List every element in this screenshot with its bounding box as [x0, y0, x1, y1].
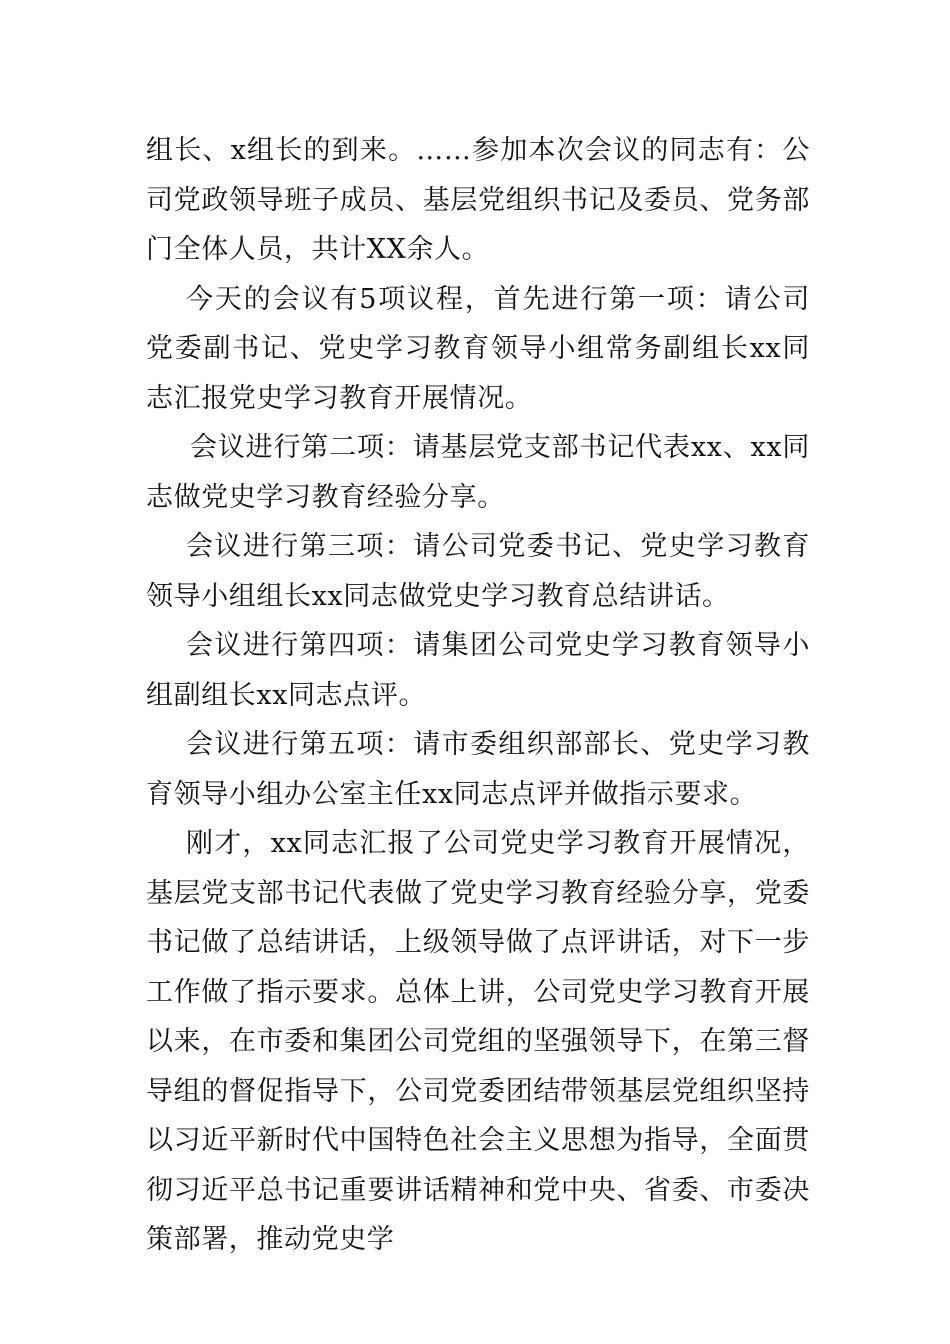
paragraph-agenda-item-4: 会议进行第四项：请集团公司党史学习教育领导小组副组长xx同志点评。: [146, 630, 810, 711]
paragraph-agenda-item-2: 会议进行第二项：请基层党支部书记代表xx、xx同志做党史学习教育经验分享。: [146, 432, 810, 513]
paragraph-summary: 刚才，xx同志汇报了公司党史学习教育开展情况，基层党支部书记代表做了党史学习教育经验分享，党委书记做了总结讲话，上级领导做了点评讲话，对下一步工作做了指示要求。总体上讲，公司党史学习教育开展以来，在市委和集团公司党组的坚强领导下，在第三督导组的督促指导下，公司党委团结带领基层党组织坚持以习近平新时代中国特色社会主义思想为指导，全面贯彻习近平总书记重要讲话精神和党中央、省委、市委决策部署，推动党史学: [146, 828, 810, 1255]
paragraph-attendees: 组长、x组长的到来。……参加本次会议的同志有：公司党政领导班子成员、基层党组织书记及委员、党务部门全体人员，共计XX余人。: [146, 135, 810, 265]
paragraph-agenda-item-3: 会议进行第三项：请公司党委书记、党史学习教育领导小组组长xx同志做党史学习教育总结讲话。: [146, 531, 810, 612]
paragraph-agenda-item-5: 会议进行第五项：请市委组织部部长、党史学习教育领导小组办公室主任xx同志点评并做指示要求。: [146, 729, 810, 810]
document-body: [146, 126, 810, 1265]
paragraph-agenda-item-1: 今天的会议有5项议程，首先进行第一项：请公司党委副书记、党史学习教育领导小组常务副组长xx同志汇报党史学习教育开展情况。: [146, 283, 810, 414]
